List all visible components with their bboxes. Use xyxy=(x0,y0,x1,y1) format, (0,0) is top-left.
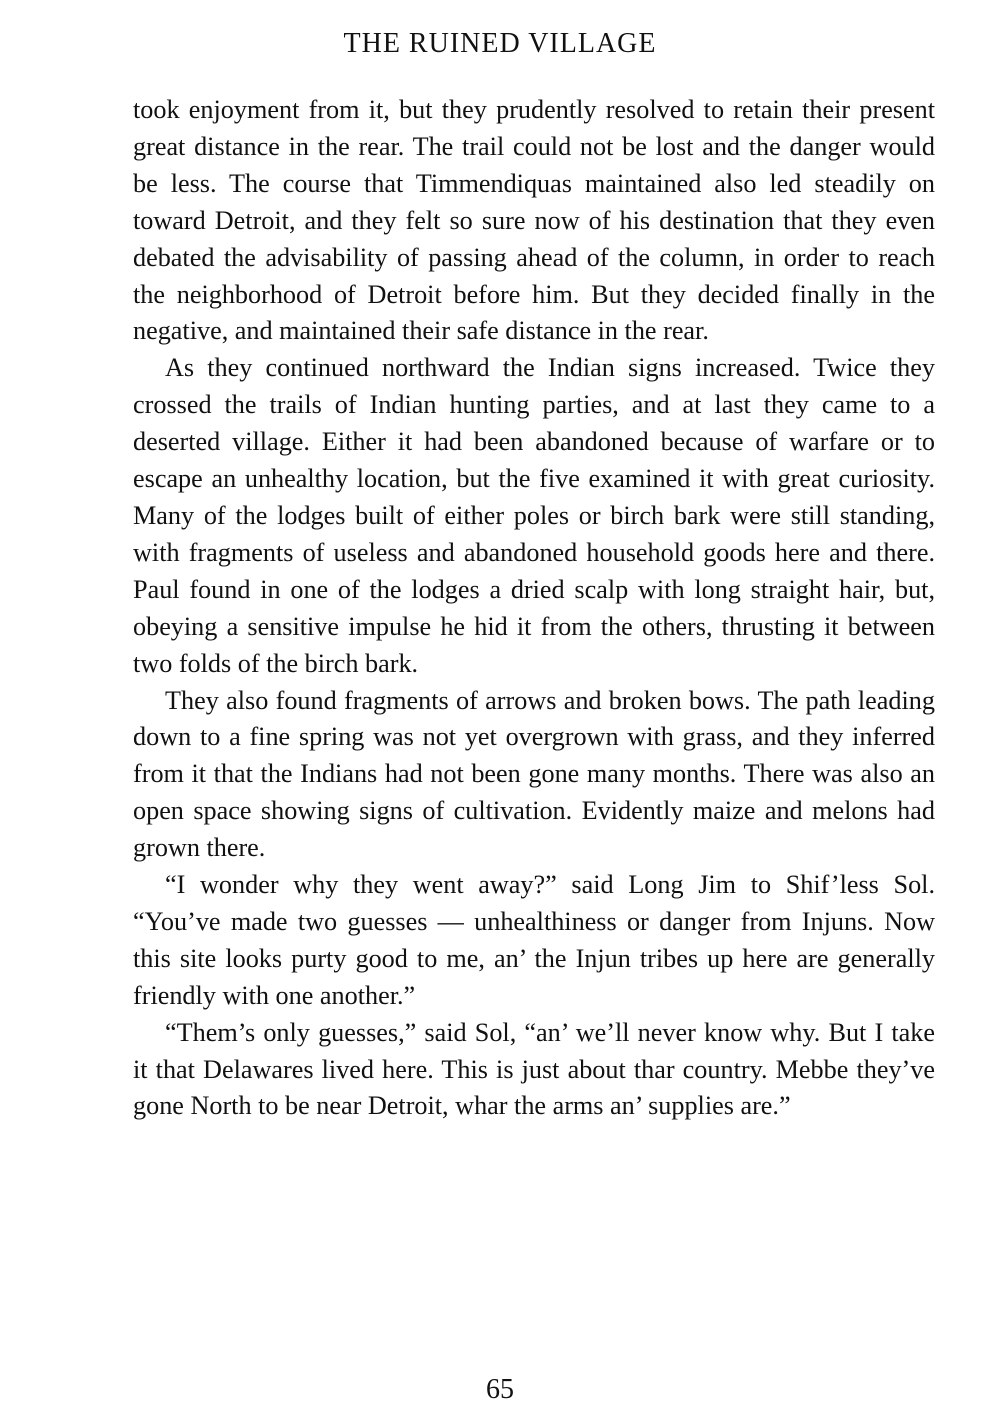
body-text xyxy=(133,92,935,1125)
paragraph-fragments: They also found fragments of arrows and broken bows. The path leading down to a fine spring was not yet overgrown with grass, and they inferred from it that the Indians had not been gone many months. There was also an open space showing signs of cultivation. Evidently maize and melons had grown there. xyxy=(133,685,935,863)
paragraph-sol-dialogue: “Them’s only guesses,” said Sol, “an’ we’ll never know why. But I take it that Delawares lived here. This is just about thar country. Mebbe they’ve gone North to be near Detroit, whar the arms an’ supplies are.” xyxy=(133,1017,935,1121)
paragraph-deserted-village: As they continued northward the Indian signs increased. Twice they crossed the trails of Indian hunting parties, and at last they came to a deserted village. Either it had been abandoned because of warfare or to escape an unhealthy location, but the five examined it with great curiosity. Many of the lodges built of either poles or birch bark were still standing, with fragments of useless and abandoned household goods here and there. Paul found in one of the lodges a dried scalp with long straight hair, but, obeying a sensitive impulse he hid it from the others, thrusting it between two folds of the birch bark. xyxy=(133,353,935,678)
paragraph-continuation: took enjoyment from it, but they prudently resolved to retain their present great distance in the rear. The trail could not be lost and the danger would be less. The course that Timmendiquas maintained also led steadily on toward Detroit, and they felt so sure now of his destination that they even debated the advisability of passing ahead of the column, in order to reach the neighborhood of Detroit before him. But they decided finally in the negative, and maintained their safe distance in the rear. xyxy=(133,95,935,346)
paragraph-long-jim-dialogue: “I wonder why they went away?” said Long Jim to Shif’less Sol. “You’ve made two guesses — unhealthiness or danger from Injuns. Now this site looks purty good to me, an’ the Injun tribes up here are generally friendly with one another.” xyxy=(133,870,935,1010)
page-number: 65 xyxy=(486,1374,514,1405)
running-title: THE RUINED VILLAGE xyxy=(343,28,657,59)
